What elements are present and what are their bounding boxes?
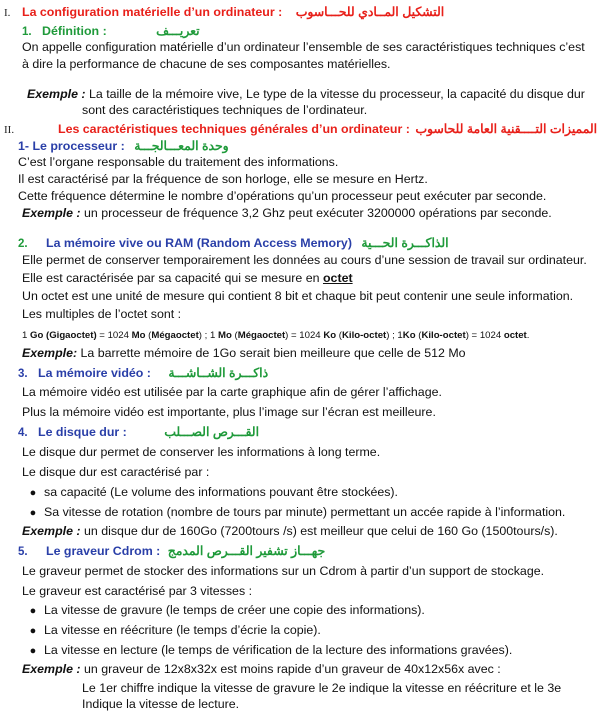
subsection-title: Le graveur Cdrom : xyxy=(46,544,161,558)
subsection-title: Définition : xyxy=(42,24,107,38)
example-label: Exemple : xyxy=(27,87,86,101)
bullet-icon: ● xyxy=(29,645,37,657)
section-title: La configuration matérielle d’un ordinateur : xyxy=(22,5,283,19)
paragraph: Cette fréquence détermine le nombre d’opérations qu’un processeur peut exécuter par seconde. xyxy=(18,189,547,203)
example-text: La barrette mémoire de 1Go serait bien meilleure que celle de 512 Mo xyxy=(77,346,466,360)
heading-configuration xyxy=(4,5,444,21)
paragraph: Il est caractérisé par la fréquence de son horloge, elle se mesure en Hertz. xyxy=(18,172,428,186)
subsection-title-arabic: تعريـــف xyxy=(156,24,200,38)
example-continuation: Le 1er chiffre indique la vitesse de gravure le 2e indique la vitesse en réécriture et le 3e xyxy=(82,681,562,695)
bullet-item xyxy=(22,505,565,521)
text: ( xyxy=(415,330,422,341)
item-number: 4. xyxy=(18,427,28,439)
paragraph: On appelle configuration matérielle d’un ordinateur l’ensemble de ses caractéristiques techniques c’est xyxy=(22,40,585,54)
unit: Mo xyxy=(217,330,232,341)
bullet-text: La vitesse de gravure (le temps de créer une copie des informations). xyxy=(44,603,425,617)
unit: Ko xyxy=(323,330,337,341)
unit: Mégaoctet xyxy=(237,330,286,341)
paragraph: C’est l’organe responsable du traitement des informations. xyxy=(18,155,339,169)
heading-cd-burner xyxy=(18,544,325,560)
text: ) ; 1 xyxy=(386,330,403,341)
subsection-title-arabic: الذاكـــرة الحـــية xyxy=(361,236,449,250)
bullet-icon: ● xyxy=(29,507,37,519)
paragraph xyxy=(22,271,353,286)
subsection-title: La mémoire vidéo : xyxy=(38,366,151,380)
roman-numeral: II. xyxy=(4,124,15,136)
example-line xyxy=(27,87,585,102)
text: ) = 1024 xyxy=(465,330,504,341)
example-continuation: Indique la vitesse de lecture. xyxy=(82,697,240,711)
paragraph: Le disque dur est caractérisé par : xyxy=(22,465,210,479)
example-label: Exemple : xyxy=(22,662,81,676)
multiples-line xyxy=(22,328,529,343)
bullet-text: La vitesse en lecture (le temps de vérification de la lecture des informations gravées). xyxy=(44,643,513,657)
unit: Mo xyxy=(131,330,146,341)
text: = 1024 xyxy=(96,330,132,341)
item-number: 1. xyxy=(22,26,32,38)
example-line xyxy=(22,346,466,361)
unit: Kilo-octet xyxy=(341,330,387,341)
section-title-arabic: المميزات التــــقنية العامة للحاسوب xyxy=(415,122,598,136)
text: ) ; 1 xyxy=(198,330,218,341)
subsection-title-arabic: ذاكـــرة الشــاشـــة xyxy=(168,366,269,380)
text: 1 xyxy=(22,330,31,341)
bullet-item xyxy=(22,603,425,619)
text: ( xyxy=(145,330,152,341)
example-line xyxy=(22,524,558,539)
example-label: Exemple : xyxy=(22,206,81,220)
paragraph: Elle permet de conserver temporairement les données au cours d’une session de travail sur ordinateur. xyxy=(22,253,587,267)
unit: octet xyxy=(503,330,527,341)
heading-characteristics xyxy=(4,122,597,138)
paragraph: Les multiples de l’octet sont : xyxy=(22,307,182,321)
paragraph: La mémoire vidéo est utilisée par la carte graphique afin de gérer l’affichage. xyxy=(22,385,442,399)
item-number: 3. xyxy=(18,368,28,380)
example-text: un graveur de 12x8x32x est moins rapide d’un graveur de 40x12x56x avec : xyxy=(80,662,501,676)
bullet-item xyxy=(22,485,398,501)
item-number: 5. xyxy=(18,546,28,558)
heading-hard-disk xyxy=(18,425,259,441)
unit: Ko xyxy=(402,330,416,341)
example-text: un disque dur de 160Go (7200tours /s) est meilleur que celui de 160 Go (1500tours/s). xyxy=(80,524,558,538)
text: . xyxy=(526,330,530,341)
paragraph: Le graveur permet de stocker des informations sur un Cdrom à partir d’un support de stockage. xyxy=(22,564,545,578)
example-line xyxy=(22,662,501,677)
bullet-text: La vitesse en réécriture (le temps d’écrie la copie). xyxy=(44,623,321,637)
example-line xyxy=(22,206,552,221)
bullet-item xyxy=(22,643,512,659)
paragraph: Le graveur est caractérisé par 3 vitesses : xyxy=(22,584,253,598)
subsection-title: 1- Le processeur : xyxy=(18,139,125,153)
heading-definition xyxy=(22,24,200,40)
example-label: Exemple : xyxy=(22,524,81,538)
section-title: Les caractéristiques techniques générales d’un ordinateur : xyxy=(58,122,410,136)
paragraph: à dire la performance de chacune de ses composantes matérielles. xyxy=(22,57,391,71)
section-title-arabic: التشكيل المــادي للحـــاسوب xyxy=(295,5,445,19)
unit: Go (Gigaoctet) xyxy=(30,330,97,341)
bullet-icon: ● xyxy=(29,487,37,499)
paragraph: Plus la mémoire vidéo est importante, plus l’image sur l’écran est meilleure. xyxy=(22,405,436,419)
bullet-item xyxy=(22,623,321,639)
text: ) = 1024 xyxy=(285,330,324,341)
paragraph-text: Elle est caractérisée par sa capacité qui se mesure en xyxy=(22,271,323,285)
text: ( xyxy=(231,330,238,341)
subsection-title-arabic: جهـــاز تشفير القـــرص المدمج xyxy=(167,544,326,558)
example-text: La taille de la mémoire vive, Le type de la vitesse du processeur, la capacité du disque dur xyxy=(85,87,585,101)
text: ( xyxy=(336,330,342,341)
bullet-text: sa capacité (Le volume des informations pouvant être stockées). xyxy=(44,485,399,499)
example-continuation: sont des caractéristiques techniques de l’ordinateur. xyxy=(82,103,368,117)
bullet-icon: ● xyxy=(29,605,37,617)
bullet-text: Sa vitesse de rotation (nombre de tours par minute) permettant un accée rapide à l’information. xyxy=(44,505,566,519)
item-number: 2. xyxy=(18,238,28,250)
unit: Kilo-octet xyxy=(421,330,466,341)
heading-ram xyxy=(18,236,449,252)
term-octet: octet xyxy=(322,271,353,285)
example-text: un processeur de fréquence 3,2 Ghz peut exécuter 3200000 opérations par seconde. xyxy=(80,206,552,220)
paragraph: Un octet est une unité de mesure qui contient 8 bit et chaque bit peut contenir une seule information. xyxy=(22,289,574,303)
subsection-title: Le disque dur : xyxy=(38,425,127,439)
roman-numeral: I. xyxy=(4,7,11,19)
unit: Mégaoctet xyxy=(151,330,199,341)
example-label: Exemple: xyxy=(22,346,78,360)
paragraph: Le disque dur permet de conserver les informations à long terme. xyxy=(22,445,381,459)
subsection-title: La mémoire vive ou RAM (Random Access Memory) xyxy=(46,236,352,250)
bullet-icon: ● xyxy=(29,625,37,637)
heading-video-memory xyxy=(18,366,268,382)
subsection-title-arabic: وحدة المعـــالجـــة xyxy=(134,139,229,153)
subsection-title-arabic: القـــرص الصـــلب xyxy=(164,425,260,439)
heading-processor xyxy=(18,139,229,154)
